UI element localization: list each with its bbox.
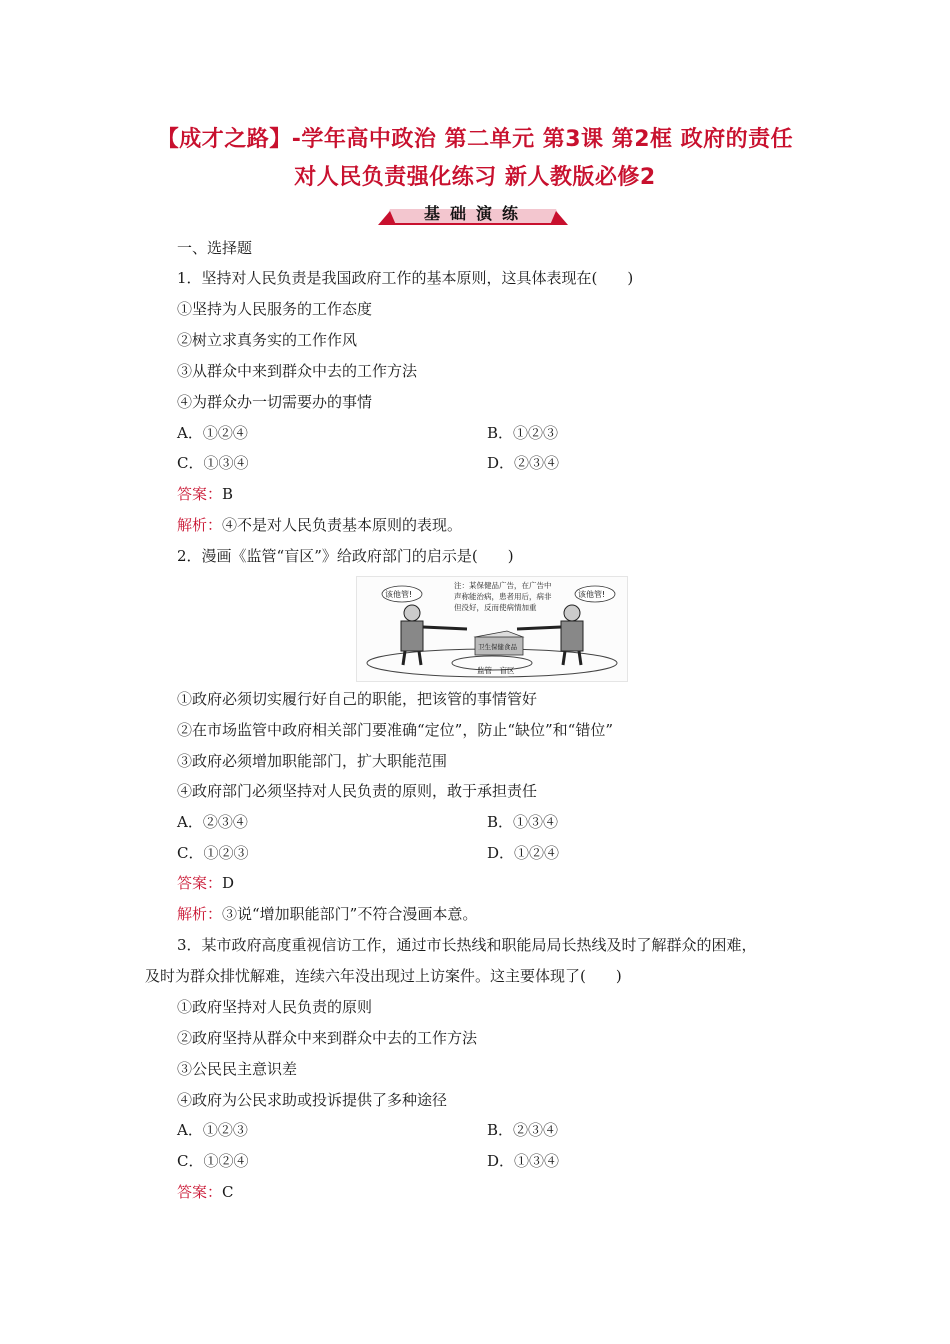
q1-option-a: A．①②④ (177, 424, 248, 442)
cartoon-illustration (357, 577, 627, 681)
q3-item-2: ②政府坚持从群众中来到群众中去的工作方法 (177, 1029, 478, 1047)
cartoon-bubble-left: 该他管! (385, 590, 413, 599)
answer-label: 答案： (177, 1183, 223, 1201)
q2-answer (177, 873, 234, 893)
q2-stem: 2．漫画《监管“盲区”》给政府部门的启示是( ) (177, 547, 514, 565)
cartoon-ground-label: 监管 盲区 (477, 666, 515, 675)
cartoon-bubble-right: 该他管! (578, 590, 606, 599)
cartoon-note-line-3: 但没好，反而使病情加重 (454, 603, 537, 612)
q3-option-b: B．②③④ (487, 1121, 559, 1139)
banner-label: 基础演练 (423, 204, 528, 223)
cartoon-image (356, 576, 628, 682)
q1-answer (177, 484, 233, 504)
left-official-figure (401, 605, 467, 665)
q2-option-a: A．②③④ (177, 813, 248, 831)
answer-value: D (222, 874, 235, 892)
q3-option-d: D．①③④ (487, 1152, 560, 1170)
q3-option-a: A．①②③ (177, 1121, 248, 1139)
answer-label: 答案： (177, 485, 223, 503)
q1-option-d: D．②③④ (487, 454, 560, 472)
q2-item-1: ①政府必须切实履行好自己的职能，把该管的事情管好 (177, 690, 538, 708)
section-heading: 一、选择题 (177, 239, 253, 257)
q3-item-3: ③公民民主意识差 (177, 1060, 298, 1078)
q1-item-4: ④为群众办一切需要办的事情 (177, 393, 373, 411)
product-box-label: 卫生保健食品 (478, 643, 517, 651)
analysis-text: ③说“增加职能部门”不符合漫画本意。 (222, 905, 478, 923)
q1-option-c: C．①③④ (177, 454, 249, 472)
analysis-label: 解析： (177, 516, 223, 534)
cartoon-note-line-1: 注：某保健品广告，在广告中 (454, 581, 552, 590)
q3-item-1: ①政府坚持对人民负责的原则 (177, 998, 373, 1016)
answer-value: C (222, 1183, 234, 1201)
q1-item-2: ②树立求真务实的工作作风 (177, 331, 358, 349)
q3-stem-line-1: 3．某市政府高度重视信访工作，通过市长热线和职能局局长热线及时了解群众的困难， (177, 936, 757, 954)
q1-analysis (177, 515, 462, 535)
q1-item-1: ①坚持为人民服务的工作态度 (177, 300, 373, 318)
q2-option-b: B．①③④ (487, 813, 559, 831)
q3-stem-line-2: 及时为群众排忧解难，连续六年没出现过上访案件。这主要体现了( ) (145, 967, 622, 985)
section-banner (378, 201, 568, 227)
q2-analysis (177, 904, 477, 924)
q2-item-4: ④政府部门必须坚持对人民负责的原则，敢于承担责任 (177, 782, 538, 800)
q2-item-2: ②在市场监管中政府相关部门要准确“定位”，防止“缺位”和“错位” (177, 721, 614, 739)
analysis-label: 解析： (177, 905, 223, 923)
q1-item-3: ③从群众中来到群众中去的工作方法 (177, 362, 418, 380)
q1-stem: 1．坚持对人民负责是我国政府工作的基本原则，这具体表现在( ) (177, 269, 634, 287)
q3-option-c: C．①②④ (177, 1152, 249, 1170)
q3-answer (177, 1182, 234, 1202)
answer-label: 答案： (177, 874, 223, 892)
product-box (475, 631, 523, 655)
q1-option-b: B．①②③ (487, 424, 559, 442)
document-title-line-1: 【成才之路】-学年高中政治 第二单元 第3课 第2框 政府的责任 (156, 127, 794, 152)
cartoon-note-line-2: 声称能治病，患者用后，病非 (454, 592, 552, 601)
q2-option-d: D．①②④ (487, 844, 560, 862)
q2-option-c: C．①②③ (177, 844, 249, 862)
q3-item-4: ④政府为公民求助或投诉提供了多种途径 (177, 1091, 448, 1109)
right-official-figure (517, 605, 583, 665)
document-title-line-2: 对人民负责强化练习 新人教版必修2 (294, 165, 656, 190)
answer-value: B (222, 485, 234, 503)
q2-item-3: ③政府必须增加职能部门，扩大职能范围 (177, 752, 448, 770)
analysis-text: ④不是对人民负责基本原则的表现。 (222, 516, 463, 534)
